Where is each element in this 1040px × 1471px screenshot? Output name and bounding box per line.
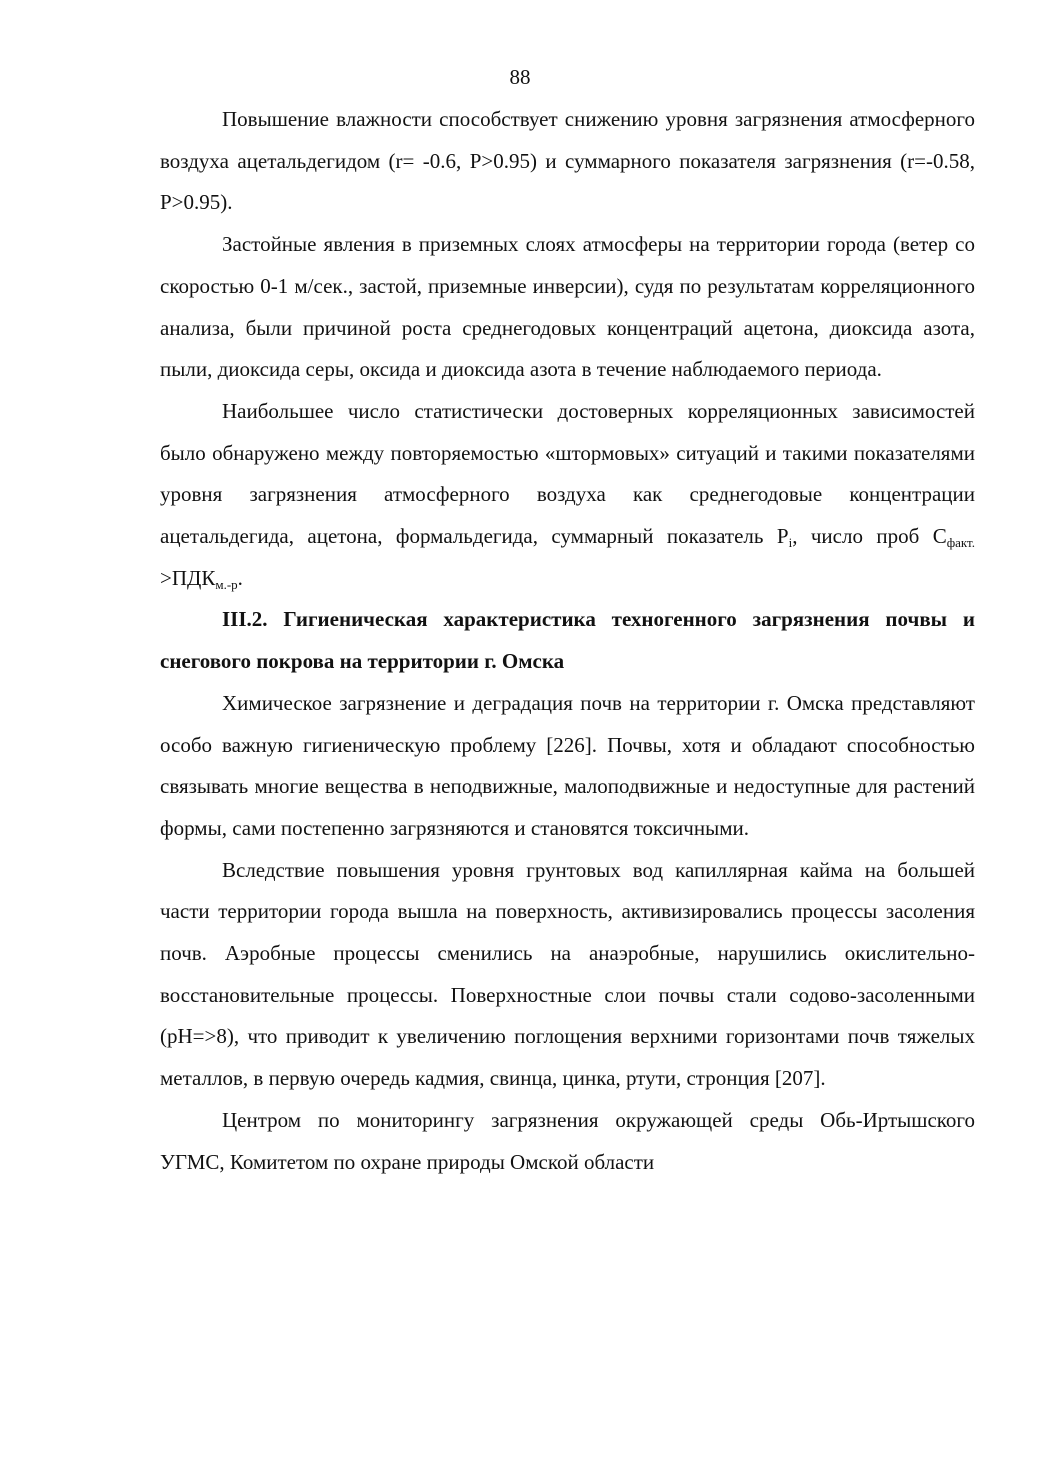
paragraph-text: >ПДК: [160, 565, 216, 590]
paragraph-storm-situations: [160, 391, 975, 600]
page-number: 88: [509, 65, 531, 89]
section-heading: III.2. Гигиеническая характеристика техногенного загрязнения почвы и снегового покрова на территории г. Омска: [160, 607, 975, 674]
paragraph-stagnation: Застойные явления в приземных слоях атмосферы на территории города (ветер со скоростью 0-1 м/сек., застой, приземные инверсии), судя по результатам корреляционного анализа, были причиной роста среднегодовых концентраций ацетона, диоксида азота, пыли, диоксида серы, оксида и диоксида азота в течение наблюдаемого периода.: [160, 232, 975, 382]
subscript-mr: м.-р: [215, 576, 238, 592]
subscript-i: i: [788, 535, 793, 551]
paragraph-text: .: [237, 565, 243, 590]
paragraph-text: Наибольшее число статистически достоверных корреляционных зависимостей было обнаружено между повторяемостью «штормовых» ситуаций и такими показателями уровня загрязнения атмосферного воздуха как среднегодовые концентрации ацетальдегида, ацетона, формальдегида, суммарный показатель P: [160, 398, 975, 549]
subscript-fakt: факт.: [946, 535, 975, 551]
paragraph-monitoring: Центром по мониторингу загрязнения окружающей среды Обь-Иртышского УГМС, Комитетом по охране природы Омской области: [160, 1107, 975, 1174]
paragraph-soil-pollution: Химическое загрязнение и деградация почв на территории г. Омска представляют особо важную гигиеническую проблему [226]. Почвы, хотя и обладают способностью связывать многие вещества в неподвижные, малоподвижные и недоступные для растений формы, сами постепенно загрязняются и становятся токсичными.: [160, 690, 975, 840]
paragraph-groundwater: Вследствие повышения уровня грунтовых вод капиллярная кайма на большей части территории города вышла на поверхность, активизировались процессы засоления почв. Аэробные процессы сменились на анаэробные, нарушились окислительно-восстановительные процессы. Поверхностные слои почвы стали содово-засоленными (pH=>8), что приводит к увеличению поглощения верхними горизонтами почв тяжелых металлов, в первую очередь кадмия, свинца, цинка, ртути, стронция [207].: [160, 857, 975, 1091]
paragraph-humidity: Повышение влажности способствует снижению уровня загрязнения атмосферного воздуха ацетальдегидом (r= -0.6, P>0.95) и суммарного показателя загрязнения (r=-0.58, P>0.95).: [160, 107, 975, 215]
document-body: [160, 99, 975, 1183]
paragraph-text: , число проб C: [792, 524, 947, 549]
